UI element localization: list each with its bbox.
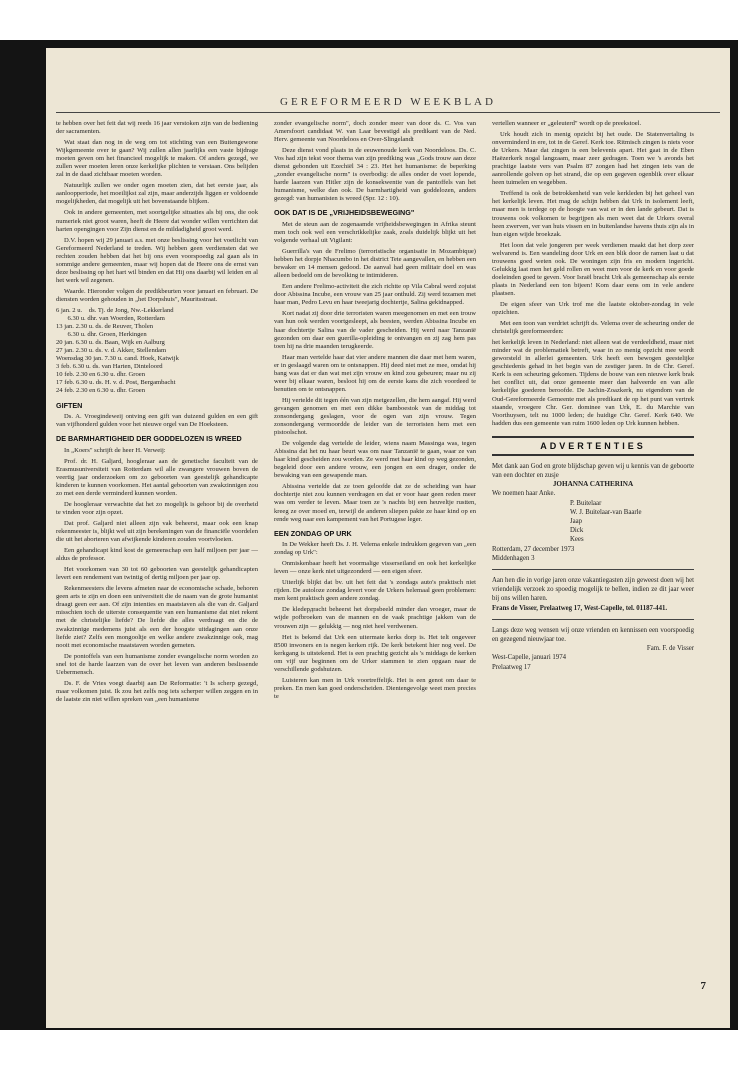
paragraph: De kledердracht beheerst het dorpsbeeld minder dan vroeger, maar de wijde pofbroeken van de mannen en de vaak prachtige jakken van de vrouwen zijn — gelukkig — nog niet heel verdwenen. bbox=[274, 606, 476, 630]
schedule-line: 17 feb. 6.30 u. ds. H. v. d. Post, Bergambacht bbox=[56, 379, 176, 387]
paragraph: De hoogleraar verwachtte dat het zo mogelijk is gehoor bij de overheid te vinden voor zijn opzet. bbox=[56, 500, 258, 516]
schedule-line: 6.30 u. dhr. van Woerden, Rotterdam bbox=[56, 315, 165, 323]
divider bbox=[492, 569, 694, 570]
paragraph: In De Wekker heeft Ds. J. H. Velema enkele indrukken gegeven van „een zondag op Urk": bbox=[274, 541, 476, 557]
schedule-line: 3 feb. 6.30 u. ds. van Harten, Dinteloord bbox=[56, 363, 163, 371]
schedule-line: Woensdag 30 jan. 7.30 u. cand. Hoek, Katwijk bbox=[56, 355, 179, 363]
newspaper-page bbox=[46, 48, 730, 1028]
paragraph: Deze dienst vond plaats in de eeuwenoude kerk van Noordeloos. Ds. C. Vos had zijn tekst voor thema van zijn prediking was „Gods trouw aan deze dienst gebonden uit Ezechiël 34 : 23. Het het humanisme: de beperking „zonder evangelische norm" is overbodig: de alles onder de voet lopende, harde laarzen van Hitler zijn de konsekwentie van de pantoffels van het humanisme, welke dan ook. De barmhartigheid van goddelozen, anders gezegd: van humanisten is wreed (Spr. 12 : 10). bbox=[274, 147, 476, 203]
birth-announcement bbox=[492, 462, 694, 672]
schedule-line: 24 feb. 2.30 en 6.30 u. dhr. Groen bbox=[56, 387, 145, 395]
paragraph: De eigen sfeer van Urk trof me die laatste oktober-zondag in vele opzichten. bbox=[492, 300, 694, 317]
page-number: 7 bbox=[700, 980, 706, 992]
schedule-line: 6 jan. 2 u. ds. Tj. de Jong, Nw.-Lekkerland bbox=[56, 306, 174, 314]
family-name: Jaap bbox=[570, 517, 583, 525]
paragraph: Urk houdt zich in menig opzicht bij het oude. De Statenvertaling is onverminderd in ere, tot in de Geref. Kerk toe. Ritmisch zingen is niets voor de Urkers. Maar dat zingen is een belevenis apart. Het gaat in de Eben Haëzerkerk nogal langzaam, maar zeer gedragen. Toen we 's avonds het prachtige laatste vers van Psalm 87 zongen had het zingen iets van de aanrollende golven op het strand, die op een gegeven ogenblik over elkaar heen tuimelen en wegebben. bbox=[492, 131, 694, 187]
section-heading: GIFTEN bbox=[56, 400, 83, 410]
column-3 bbox=[492, 120, 694, 672]
paragraph: Guerrilla's van de Frelimo (terroristische organisatie in Mozambique) hebben het dorpje Nhacumbo in het district Tete aangevallen, en hebben een bewaker en 14 mensen gedood. De aanval had geen militair doel en was alleen bedoeld om de bevolking te intimideren. bbox=[274, 248, 476, 280]
paragraph: Luisteren kan men in Urk voortreffelijk. Het is een genot om daar te preken. En men kan goed onderscheiden. Dientengevolge weet men precies te bbox=[274, 676, 476, 700]
header-rule bbox=[56, 112, 720, 113]
paragraph: Natuurlijk zullen we onder ogen moeten zien, dat het eerste jaar, als aanloopperiode, het moeilijkst zal zijn, maar anderzijds liggen er voldoende mogelijkheden, dat mogelijk uit het bovenstaande blijken. bbox=[56, 182, 258, 206]
ad-address: Middenhagen 3 bbox=[492, 554, 535, 562]
paragraph: Ds. F. de Vries voegt daarbij aan De Reformatie: 't Is scherp gezegd, maar volkomen juist. Ik zou het zelfs nog iets scherper willen zeggen en in de laatste zin niet willen spreken van „een humanisme bbox=[56, 679, 258, 703]
column-2 bbox=[274, 120, 476, 704]
paragraph: Haar man vertelde haar dat vier andere mannen die daar met hem waren, er in geslaagd waren om te ontsnappen. Hij deed niet met ze mee, omdat hij bang was dat er dan wat met zijn vrouw en kind zou gebeuren; maar nu zij weer bij elkaar waren, besloot hij om de eerste kans die zich voordeed te benutten om te ontsnappen. bbox=[274, 353, 476, 393]
schedule-line: 20 jan. 6.30 u. ds. Baan, Wijk en Aalburg bbox=[56, 339, 165, 347]
paragraph: Een gehandicapt kind kost de gemeenschap een half miljoen per jaar — aldus de professor. bbox=[56, 547, 258, 563]
paragraph: Wat staat dan nog in de weg om tot stichting van een Buitengewone Wijkgemeente over te gaan? Wij zullen allen jaarlijks een vaste bijdrage moeten geven om het financieel mogelijk te maken. Of anders gezegd, we zullen weer moeten leren onze kerkelijke plichten te verstaan. Ons belijden zal in de daad zichtbaar moeten worden. bbox=[56, 139, 258, 179]
child-name: JOHANNA CATHERINA bbox=[552, 480, 634, 489]
advertisements-header: ADVERTENTIES bbox=[492, 436, 694, 456]
divider bbox=[492, 619, 694, 620]
paragraph: Ds. A. Vroegindeweij ontving een gift van duizend gulden en een gift van vijfhonderd gulden voor het nieuwe orgel van De Hoeksteen. bbox=[56, 413, 258, 429]
paragraph: Een andere Frelimo-activiteit die zich richtte op Vila Cabral werd zojuist door Abissina Incube, een vrouw van 25 jaar onthuld. Zij werd tezamen met haar man, Pedro Levu en haar tweejarig dochtertje, Salina gekidnapped. bbox=[274, 283, 476, 307]
page-header: GEREFORMEERD WEEKBLAD bbox=[280, 96, 496, 108]
paragraph: Dat prof. Galjard niet alleen zijn vak beheerst, maar ook een knap rekenmeester is, blijkt wel uit zijn berekeningen van de financiële voordelen die uit het aborteren van afwijkende kinderen zouden voortvloeien. bbox=[56, 519, 258, 544]
family-name: W. J. Buitelaar-van Baarle bbox=[570, 508, 642, 516]
paragraph: Uiterlijk blijkt dat bv. uit het feit dat 's zondags auto's praktisch niet rijden. De autoloze zondag levert voor de Urkers helemaal geen problemen: men kent praktisch geen andere zondag. bbox=[274, 579, 476, 603]
paragraph: zonder evangelische norm", doch zonder meer van door ds. C. Vos van Amersfoort candidaat W. van Laar bevestigd als predikant van de Ned. Herv. gemeente van Noordeloos en Over-Slingelandt bbox=[274, 120, 476, 144]
paragraph: Het voorkomen van 30 tot 60 geboorten van geestelijk gehandicapten levert een rendement van twintig of dertig miljoen per jaar op. bbox=[56, 566, 258, 582]
ad-address: Prelaatweg 17 bbox=[492, 663, 531, 671]
paragraph: Het is bekend dat Urk een uitermate kerks dorp is. Het telt ongeveer 8500 inwoners en is negen kerken rijk. De kerk betekent hier nog veel. De kerkgang is uitstekend. Het is een prachtig gezicht als 's middags de kerken om vijf uur beginnen om de Urker stammen te zien opgaan naar de verschillende godshuizen. bbox=[274, 633, 476, 673]
paragraph: Met een toon van verdriet schrijft ds. Velema over de scheuring onder de christelijk gereformeerden: bbox=[492, 320, 694, 336]
paragraph: Prof. dr. H. Galjard, hoogleraar aan de genetische faculteit van de Erasmusuniversiteit van Rotterdam wil alle zwangere vrouwen boven de veertig jaar onderzoeken om zo geboorten van geestelijk gehandicapte kinderen te kunnen voorkomen. Het aantal geboorten van zwakzinnigen zou zo met een derde verminderd kunnen worden. bbox=[56, 457, 258, 497]
paragraph: Rekenmeesters die levens afmeten naar de economische schade, behoren geen arts te zijn en doen een universiteit die de naam van de grote humanist draagt geen eer aan. Of zijn intenties en maatstaven als die van dr. Galjard misschien toch de uiterste consequentie van een humanisme dat niet rekent met de christelijke liefde? De liefde die alles verdraagt en die de zwakzinnige medemens juist als een der hoogste uitdagingen aan onze liefde ziet? Zelfs een mongooltje en welke andere zwakzinnige ook, mag nooit met economische maatstaven worden gemeten. bbox=[56, 585, 258, 649]
paragraph: Het loon dat vele jongeren per week verdienen maakt dat het dorp zeer welvarend is. Een wandeling door Urk en een blik door de ramen laat u dat trouwens goed weten ook. De woningen zijn fris en modern ingericht. Gelukkig laat men het geld rollen en weet men voor de kerk en voor goede doeleinden goed te geven. Voor Israël bracht Urk als gemeenschap als eerste plaats in Nederland een ton bijeen! Kom daar eens om in vele andere plaatsen. bbox=[492, 241, 694, 297]
ad-date: Rotterdam, 27 december 1973 bbox=[492, 545, 575, 553]
section-heading: EEN ZONDAG OP URK bbox=[274, 528, 352, 538]
schedule-line: 6.30 u. dhr. Groen, Herkingen bbox=[56, 331, 147, 339]
paragraph: Waarde. Hieronder volgen de predikbeurten voor januari en februari. De diensten worden gehouden in „het Dorpshuis", Mauritsstraat. bbox=[56, 287, 258, 303]
paragraph: het kerkelijk leven in Nederland: niet alleen wat de verdeeldheid, maar niet minder wat de problematiek betreft, waar in zo menig opzicht mee wordt geworsteld in allerlei gemeenten. Urk heeft een bewogen geestelijke geschiedenis gehad in het begin van de zestiger jaren. In de Chr. Geref. Kerk is een scheuring gekomen. Tijdens de bouw van een nieuwe kerk brak het conflict uit, dat onze gemeente meer dan halveerde en van alle kerkelijke goederen beroofde. De Jachin-Zoazkerk, nu eigendom van de Oud-Gereformeerde Gemeente met als predikant de op het punt van vertrek staande, vroegere Chr. Ger. dominee van Urk, E. du Marchie van Voorthuysen, telt nu 1000 leden; de huidige Chr. Geref. Kerk 640. We hadden dus een gemeente van ruim 1600 leden op Urk kunnen hebben. bbox=[492, 339, 694, 427]
paragraph: Met de steun aan de zogenaamde vrijheidsbewegingen in Afrika steunt men toch ook wel een verschrikkelijke zaak, zoals duidelijk blijkt uit het volgende verhaal uit Vigilant: bbox=[274, 220, 476, 245]
family-name: Kees bbox=[570, 536, 584, 544]
paragraph: Ook in andere gemeenten, met soortgelijke situaties als bij ons, die ook numeriek niet groot waren, heeft de Heere dat wonder willen verrichten dat harten opengingen voor Zijn dienst en de mildadigheid groot werd. bbox=[56, 209, 258, 233]
paragraph: vertellen wanneer er „geleuterd" wordt op de preekstoel. bbox=[492, 120, 642, 127]
family-name: P. Buitelaar bbox=[570, 499, 602, 507]
ad-text: Met dank aan God en grote blijdschap geven wij u kennis van de geboorte van een dochter en zusje bbox=[492, 462, 694, 479]
paragraph: D.V. hopen wij 29 januari a.s. met onze beslissing voor het voetlicht van Gereformeerd Nederland te treden. Wij hebben geen verdiensten dat we rechten zouden hebben dat het bij ons even voorspoedig zal gaan als in sommige andere gemeenten, maar wij hopen dat de Heere ons de ernst van deze beslissing op het hart wil binden en dat Hij ons daarbij wil leiden en al het werk wil zegenen. bbox=[56, 236, 258, 284]
schedule bbox=[56, 307, 258, 396]
paragraph: Treffend is ook de betrokkenheid van vele kerkleden bij het geheel van het kerkelijk leven. Het mag de schijn hebben dat Urk in isolement leeft, maar men is terdege op de hoogte van wat er in den lande gebeurt. Dat is trouwens ook volkomen te begrijpen als men weet dat de Urkers overal heen zwerven, ver van huis vissen en in buitenlandse havens thuis zijn als in hun eigen wijde broekzak. bbox=[492, 190, 694, 238]
paragraph: Kort nadat zij door drie terroristen waren meegenomen en met een trouw van hun ook werden voortgesleept, als beesten, werden Abissina Incube en haar dochtertje Salina van de vader gescheiden. Hij werd naar Tanzanië gezonden om daar een guerilla-opleiding te ontvangen en zij zag hem pas toen hij na drie maanden terugkeerde. bbox=[274, 310, 476, 350]
ad-signature: Fam. F. de Visser bbox=[646, 645, 694, 653]
family-name: Dick bbox=[570, 527, 584, 535]
schedule-line: 27 jan. 2.30 u. ds. v. d. Akker, Stellendam bbox=[56, 347, 167, 355]
paragraph: Onmiskenbaar heeft het voormalige visserseiland en ook het kerkelijke leven — onze kerk niet uitgezonderd — een eigen sfeer. bbox=[274, 560, 476, 576]
schedule-line: 10 feb. 2.30 en 6.30 u. dhr. Groen bbox=[56, 371, 145, 379]
section-heading: OOK DAT IS DE „VRIJHEIDSBEWEGING" bbox=[274, 208, 415, 218]
section-heading: DE BARMHARTIGHEID DER GODDELOZEN IS WREED bbox=[56, 434, 242, 444]
paragraph: De pontoffels van een humanisme zonder evangelische norm worden zo snel tot de harde laarzen van de over het leven van anderen beslissende Uebermensch. bbox=[56, 652, 258, 676]
paragraph: In „Koers" schrijft de heer H. Verweij: bbox=[64, 446, 166, 454]
ad-text: Aan hen die in vorige jaren onze vakantiegasten zijn geweest doen wij het vriendelijk verzoek zo spoedig mogelijk te bellen, indien ze dit jaar weer bij ons willen haren. bbox=[492, 576, 694, 603]
ad-text: Langs deze weg wensen wij onze vrienden en kennissen een voorspoedig en gezegend nieuwjaar toe. bbox=[492, 626, 694, 643]
ad-line: We noemen haar Anke. bbox=[492, 490, 556, 498]
paragraph: Hij vertelde dit tegen één van zijn metgezellen, die hem aangaf. Hij werd gevangen genomen en met een dikke bamboestok van de middag tot zonsondergang geslagen, voor de ogen van zijn vrouw. Tegen zonsondergang vermoordde de leider van de terroristen hem met een pistoolschot. bbox=[274, 396, 476, 437]
ad-place: West-Capelle, januari 1974 bbox=[492, 654, 567, 662]
paragraph: De volgende dag vertelde de leider, wiens naam Massinga was, tegen Abissina dat het nu haar beurt was om naar Tanzanië te gaan, waar ze van haar kind gescheiden zou worden. Ze werd met haar kind op weg gezonden, begeleid door een andere vrouw, een jongen en een drager, onder de bewaking van een gewapende man. bbox=[274, 440, 476, 480]
column-1 bbox=[56, 120, 258, 707]
schedule-line: 13 jan. 2.30 u. ds. de Reuver, Tholen bbox=[56, 323, 154, 331]
paragraph: Abissina vertelde dat ze toen geloofde dat ze de scheiding van haar dochtertje niet zou kunnen verdragen en dat er voor haar geen reden meer was om verder te leven. Maar toen ze 's nachts bij een heuveltje rustten, kreeg ze over moed en, terwijl de anderen sliepen pakte ze haar kind op en rende weg naar een kampement van het Portugese leger. bbox=[274, 483, 476, 523]
ad-contact: Frans de Visser, Prelaatweg 17, West-Capelle, tel. 01187-441. bbox=[492, 604, 668, 612]
paragraph: te hebben over het feit dat wij reeds 16 jaar verstoken zijn van de bediening der sacramenten. bbox=[56, 120, 258, 136]
